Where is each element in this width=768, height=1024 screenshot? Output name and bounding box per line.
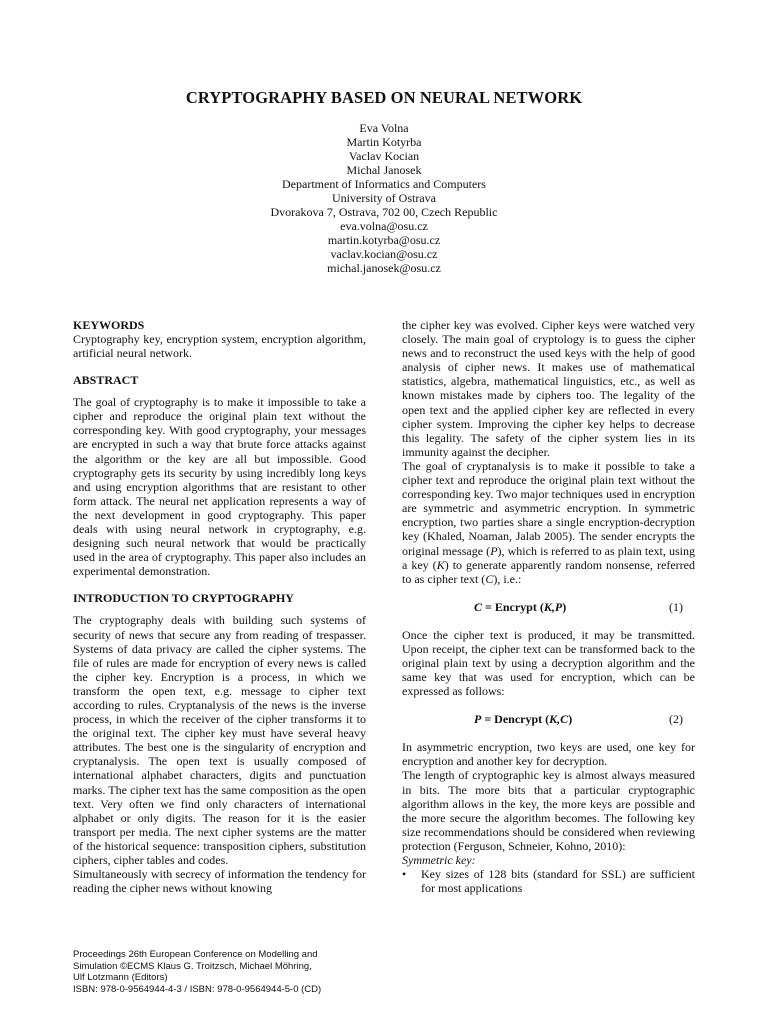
author-email: vaclav.kocian@osu.cz [330, 247, 438, 261]
equation-operator: = Encrypt ( [482, 599, 544, 614]
author-name: Michal Janosek [346, 163, 422, 177]
body-text: The goal of cryptanalysis is to make it possible to take a cipher text and reproduce the original plain text without the corresponding key. Two major techniques used in encryption are symmetric and asymmetric encryption. In symmetric encryption, two parties share a single encryption-decryption key (Khaled, Noaman, Jalab 2005). The sender encrypts the original message ( [402, 458, 695, 558]
author-email: michal.janosek@osu.cz [327, 261, 441, 275]
footer-line: Ulf Lotzmann (Editors) [73, 972, 168, 983]
body-text: ), which is referred to as plain text, using a key ( [402, 543, 695, 572]
body-text: ), i.e.: [493, 571, 522, 586]
footer-line: ISBN: 978-0-9564944-4-3 / ISBN: 978-0-9564944-5-0 (CD) [73, 983, 322, 995]
body-paragraph: In asymmetric encryption, two keys are used, one key for encryption and another key for decryption. [402, 740, 695, 769]
author-name: Martin Kotyrba [346, 135, 422, 149]
equation-lhs: C [474, 599, 483, 614]
abstract-heading: ABSTRACT [73, 373, 139, 388]
paper-title: CRYPTOGRAPHY BASED ON NEURAL NETWORK [185, 88, 583, 107]
equation-close: ) [562, 599, 567, 614]
left-column [73, 318, 366, 895]
variable-c: C [485, 571, 494, 586]
equation-close: ) [568, 712, 573, 727]
body-paragraph: The length of cryptographic key is almost always measured in bits. The more bits that a particular cryptographic algorithm allows in the key, the more keys are possible and the more secure the algorithm becomes. The following key size recommendations should be considered when reviewing protection (Ferguson, Schneier, Kohno, 2010): [402, 768, 695, 853]
equation-number: (1) [669, 599, 683, 614]
body-paragraph: the cipher key was evolved. Cipher keys were watched very closely. The main goal of cryptology is to guess the cipher news and to reconstruct the used keys with the help of good analysis of cipher news. It makes use of mathematical statistics, algebra, mathematical linguistics, etc., as well as known mistakes made by ciphers too. The legality of the open text and the applied cipher key are reflected in every cipher system. Improving the cipher key helps to decrease this legality. The safety of the cipher system lies in its immunity against the decipher. [402, 318, 695, 459]
bullet-icon: • [402, 867, 407, 882]
equation-formula [474, 712, 572, 726]
affiliation-address: Dvorakova 7, Ostrava, 702 00, Czech Republic [270, 205, 498, 219]
equation-2 [402, 712, 695, 726]
author-name: Vaclav Kocian [348, 149, 420, 163]
footer-line: Simulation ©ECMS Klaus G. Troitzsch, Michael Möhring, [73, 960, 312, 972]
proceedings-footer [73, 949, 373, 995]
variable-k: K [436, 557, 445, 572]
introduction-paragraph: Simultaneously with secrecy of information the tendency for reading the cipher news without knowing [73, 867, 366, 896]
body-paragraph [402, 459, 695, 586]
affiliation-university: University of Ostrava [332, 191, 436, 205]
body-paragraph: Once the cipher text is produced, it may be transmitted. Upon receipt, the cipher text can be transformed back to the original plain text by using a decryption algorithm and the same key that was used for encryption, which can be expressed as follows: [402, 627, 695, 699]
right-column [402, 318, 695, 895]
introduction-heading: INTRODUCTION TO CRYPTOGRAPHY [73, 591, 294, 606]
footer-line: Proceedings 26th European Conference on Modelling and [73, 949, 318, 960]
abstract-text: The goal of cryptography is to make it impossible to take a cipher and reproduce the original plain text without the corresponding key. With good cryptography, your messages are encrypted in such a way that brute force attacks against the algorithm or the key are all but impossible. Good cryptography gets its security by using incredibly long keys and using encryption algorithms that are resistant to other form attack. The neural net application represents a way of the next development in good cryptography. This paper deals with using neural network in cryptography, e.g. designing such neural network that would be practically used in the area of cryptography. This paper also includes an experimental demonstration. [73, 395, 366, 579]
equation-operator: = Dencrypt ( [481, 712, 550, 727]
equation-formula [474, 600, 566, 614]
affiliation-department: Department of Informatics and Computers [282, 177, 486, 191]
introduction-paragraph: The cryptography deals with building such systems of security of news that secure any from reading of trespasser. Systems of data privacy are called the cipher systems. The file of rules are made for encryption of every news is called the cipher key. Encryption is a process, in which we transform the open text, e.g. message to cipher text according to rules. Cryptanalysis of the news is the inverse process, in which the receiver of the cipher transforms it to the original text. The cipher key must have several heavy attributes. The best one is the singularity of encryption and cryptanalysis. The open text is usually composed of international alphabet characters, digits and punctuation marks. The cipher text has the same composition as the open text. Very often we find only characters of international alphabet or only digits. The reason for it is the easier transport per media. The next cipher systems are the matter of the historical sequence: transposition ciphers, substitution ciphers, cipher tables and codes. [73, 613, 366, 867]
equation-lhs: P [474, 712, 482, 727]
author-block [0, 121, 768, 275]
body-text: ) to generate apparently random nonsense, referred to as cipher text ( [402, 557, 696, 586]
equation-args: K,P [543, 599, 563, 614]
author-name: Eva Volna [359, 121, 409, 135]
list-item-text: Key sizes of 128 bits (standard for SSL) are sufficient for most applications [421, 867, 695, 896]
equation-args: K,C [549, 712, 569, 727]
author-email: martin.kotyrba@osu.cz [327, 233, 441, 247]
list-item [402, 867, 695, 895]
keywords-heading: KEYWORDS [73, 318, 145, 332]
author-email: eva.volna@osu.cz [340, 219, 428, 233]
symmetric-key-label: Symmetric key: [402, 853, 476, 867]
variable-p: P [490, 543, 498, 558]
equation-1 [402, 600, 695, 614]
equation-number: (2) [669, 712, 683, 727]
keywords-text: Cryptography key, encryption system, encryption algorithm, artificial neural network. [73, 332, 366, 361]
